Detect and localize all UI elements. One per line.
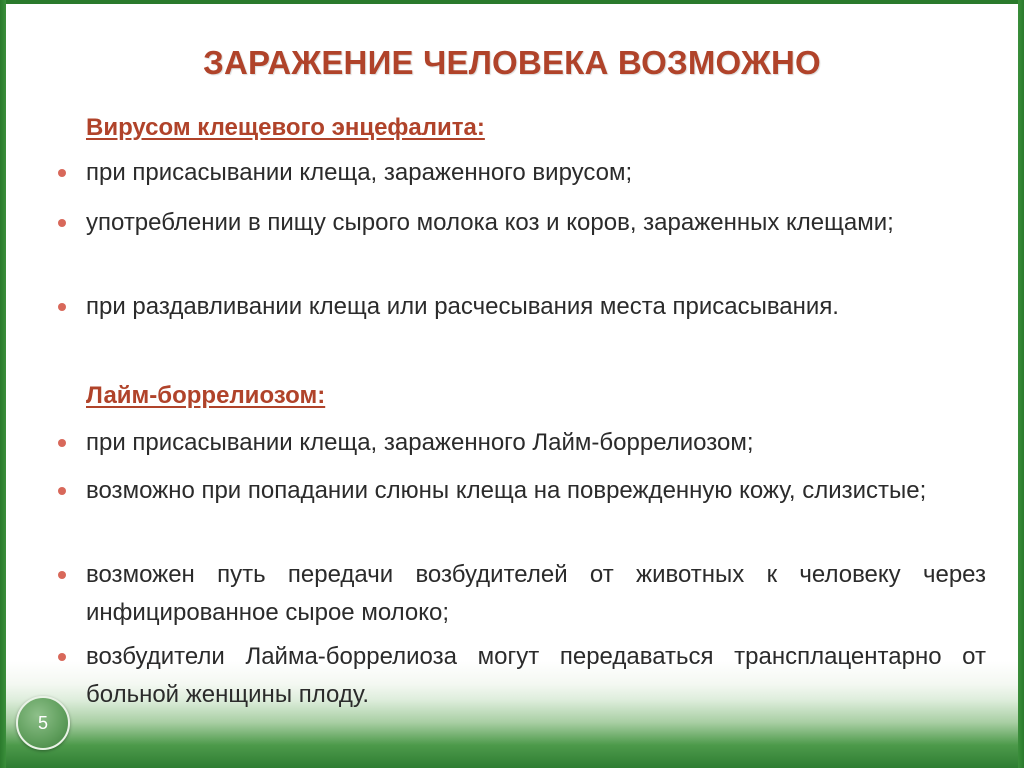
bullet-dot-icon [58,219,66,227]
bullet-dot-icon [58,169,66,177]
list-item [86,556,986,632]
list-item [86,204,986,242]
list-item [86,472,986,510]
list-item-text: возможен путь передачи возбудителей от животных к человеку через инфицированное сырое молоко; [86,561,986,626]
list-item [86,638,986,714]
slide-content [6,4,1018,768]
list-item-text: при присасывании клеща, зараженного вирусом; [86,159,633,186]
list-item-text: возможно при попадании слюны клеща на поврежденную кожу, слизистые; [86,477,927,504]
bullet-dot-icon [58,303,66,311]
list-item [86,288,986,326]
bullet-dot-icon [58,487,66,495]
bullet-dot-icon [58,653,66,661]
section-heading-lyme-borreliosis: Лайм-боррелиозом: [86,382,326,409]
list-item [86,424,986,462]
list-item-text: при раздавливании клеща или расчесывания места присасывания. [86,293,839,320]
slide-title: ЗАРАЖЕНИЕ ЧЕЛОВЕКА ВОЗМОЖНО [203,44,821,81]
list-item [86,154,986,192]
list-item-text: возбудители Лайма-боррелиоза могут передаваться трансплацентарно от больной женщины плоду. [86,643,986,708]
section-heading-tick-borne-encephalitis: Вирусом клещевого энцефалита: [86,114,485,141]
bullet-dot-icon [58,439,66,447]
bullet-dot-icon [58,571,66,579]
list-item-text: употреблении в пищу сырого молока коз и коров, зараженных клещами; [86,209,894,236]
frame-right [1018,0,1024,768]
list-item-text: при присасывании клеща, зараженного Лайм-боррелиозом; [86,429,754,456]
page-number-badge: 5 [16,696,70,750]
